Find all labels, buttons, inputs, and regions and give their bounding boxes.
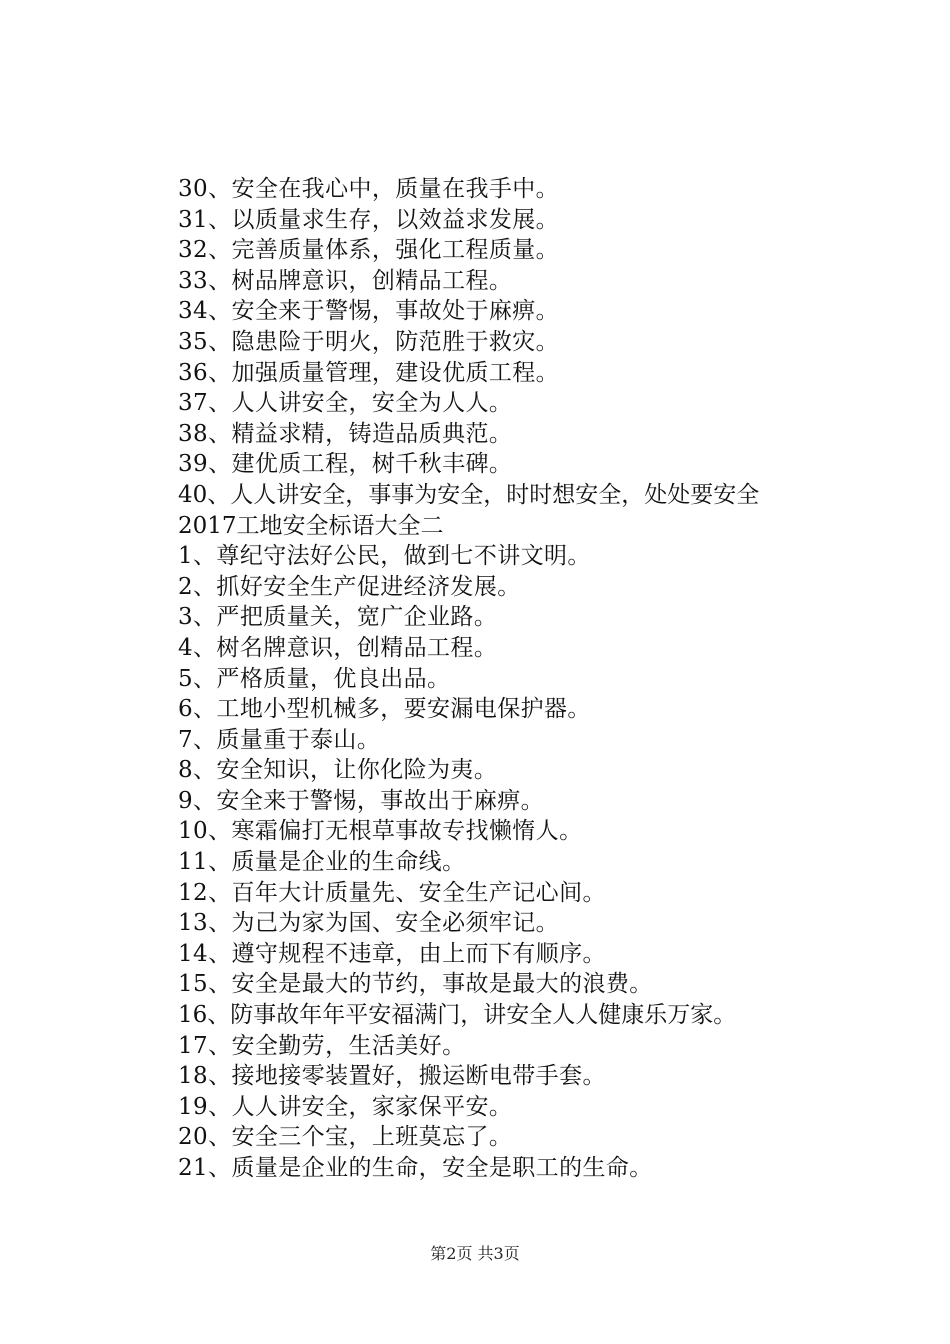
text-line: 14、遵守规程不违章，由上而下有顺序。	[178, 940, 606, 967]
text-line: 9、安全来于警惕，事故出于麻痹。	[178, 787, 545, 814]
text-line: 13、为己为家为国、安全必须牢记。	[178, 910, 560, 937]
text-line: 2、抓好安全生产促进经济发展。	[178, 573, 521, 600]
text-line: 37、人人讲安全，安全为人人。	[178, 390, 513, 417]
text-line: 10、寒霜偏打无根草事故专找懒惰人。	[178, 818, 583, 845]
text-line: 5、严格质量，优良出品。	[178, 665, 451, 692]
text-line: 1、尊纪守法好公民，做到七不讲文明。	[178, 543, 591, 570]
text-line: 39、建优质工程，树千秋丰碑。	[178, 451, 513, 478]
text-line: 21、质量是企业的生命，安全是职工的生命。	[178, 1155, 653, 1181]
text-line: 8、安全知识，让你化险为夷。	[178, 757, 498, 784]
section-heading: 2017工地安全标语大全二	[178, 512, 444, 539]
text-line: 6、工地小型机械多，要安漏电保护器。	[178, 696, 591, 723]
text-line: 17、安全勤劳，生活美好。	[178, 1032, 466, 1059]
text-line: 30、安全在我心中，质量在我手中。	[178, 176, 560, 202]
text-line: 7、质量重于泰山。	[178, 726, 381, 753]
text-line: 20、安全三个宝，上班莫忘了。	[178, 1124, 513, 1151]
text-line: 33、树品牌意识，创精品工程。	[178, 267, 513, 294]
text-line: 35、隐患险于明火，防范胜于救灾。	[178, 328, 560, 355]
text-line: 4、树名牌意识，创精品工程。	[178, 634, 498, 661]
text-line: 18、接地接零装置好，搬运断电带手套。	[178, 1063, 606, 1090]
page-number-footer: 第2页 共3页	[430, 1244, 520, 1263]
text-line: 36、加强质量管理，建设优质工程。	[178, 359, 560, 386]
text-line: 32、完善质量体系，强化工程质量。	[178, 237, 560, 264]
text-line: 19、人人讲安全，家家保平安。	[178, 1093, 513, 1120]
text-line: 3、严把质量关，宽广企业路。	[178, 604, 498, 631]
text-line: 34、安全来于警惕，事故处于麻痹。	[178, 298, 560, 325]
text-line: 40、人人讲安全，事事为安全，时时想安全，处处要安全	[178, 481, 760, 508]
text-line: 11、质量是企业的生命线。	[178, 849, 466, 876]
document-body	[178, 174, 878, 1184]
text-line: 15、安全是最大的节约，事故是最大的浪费。	[178, 971, 653, 998]
text-line: 38、精益求精，铸造品质典范。	[178, 420, 513, 447]
text-line: 12、百年大计质量先、安全生产记心间。	[178, 879, 606, 906]
text-line: 16、防事故年年平安福满门，讲安全人人健康乐万家。	[178, 1002, 737, 1029]
text-line: 31、以质量求生存，以效益求发展。	[178, 206, 560, 233]
